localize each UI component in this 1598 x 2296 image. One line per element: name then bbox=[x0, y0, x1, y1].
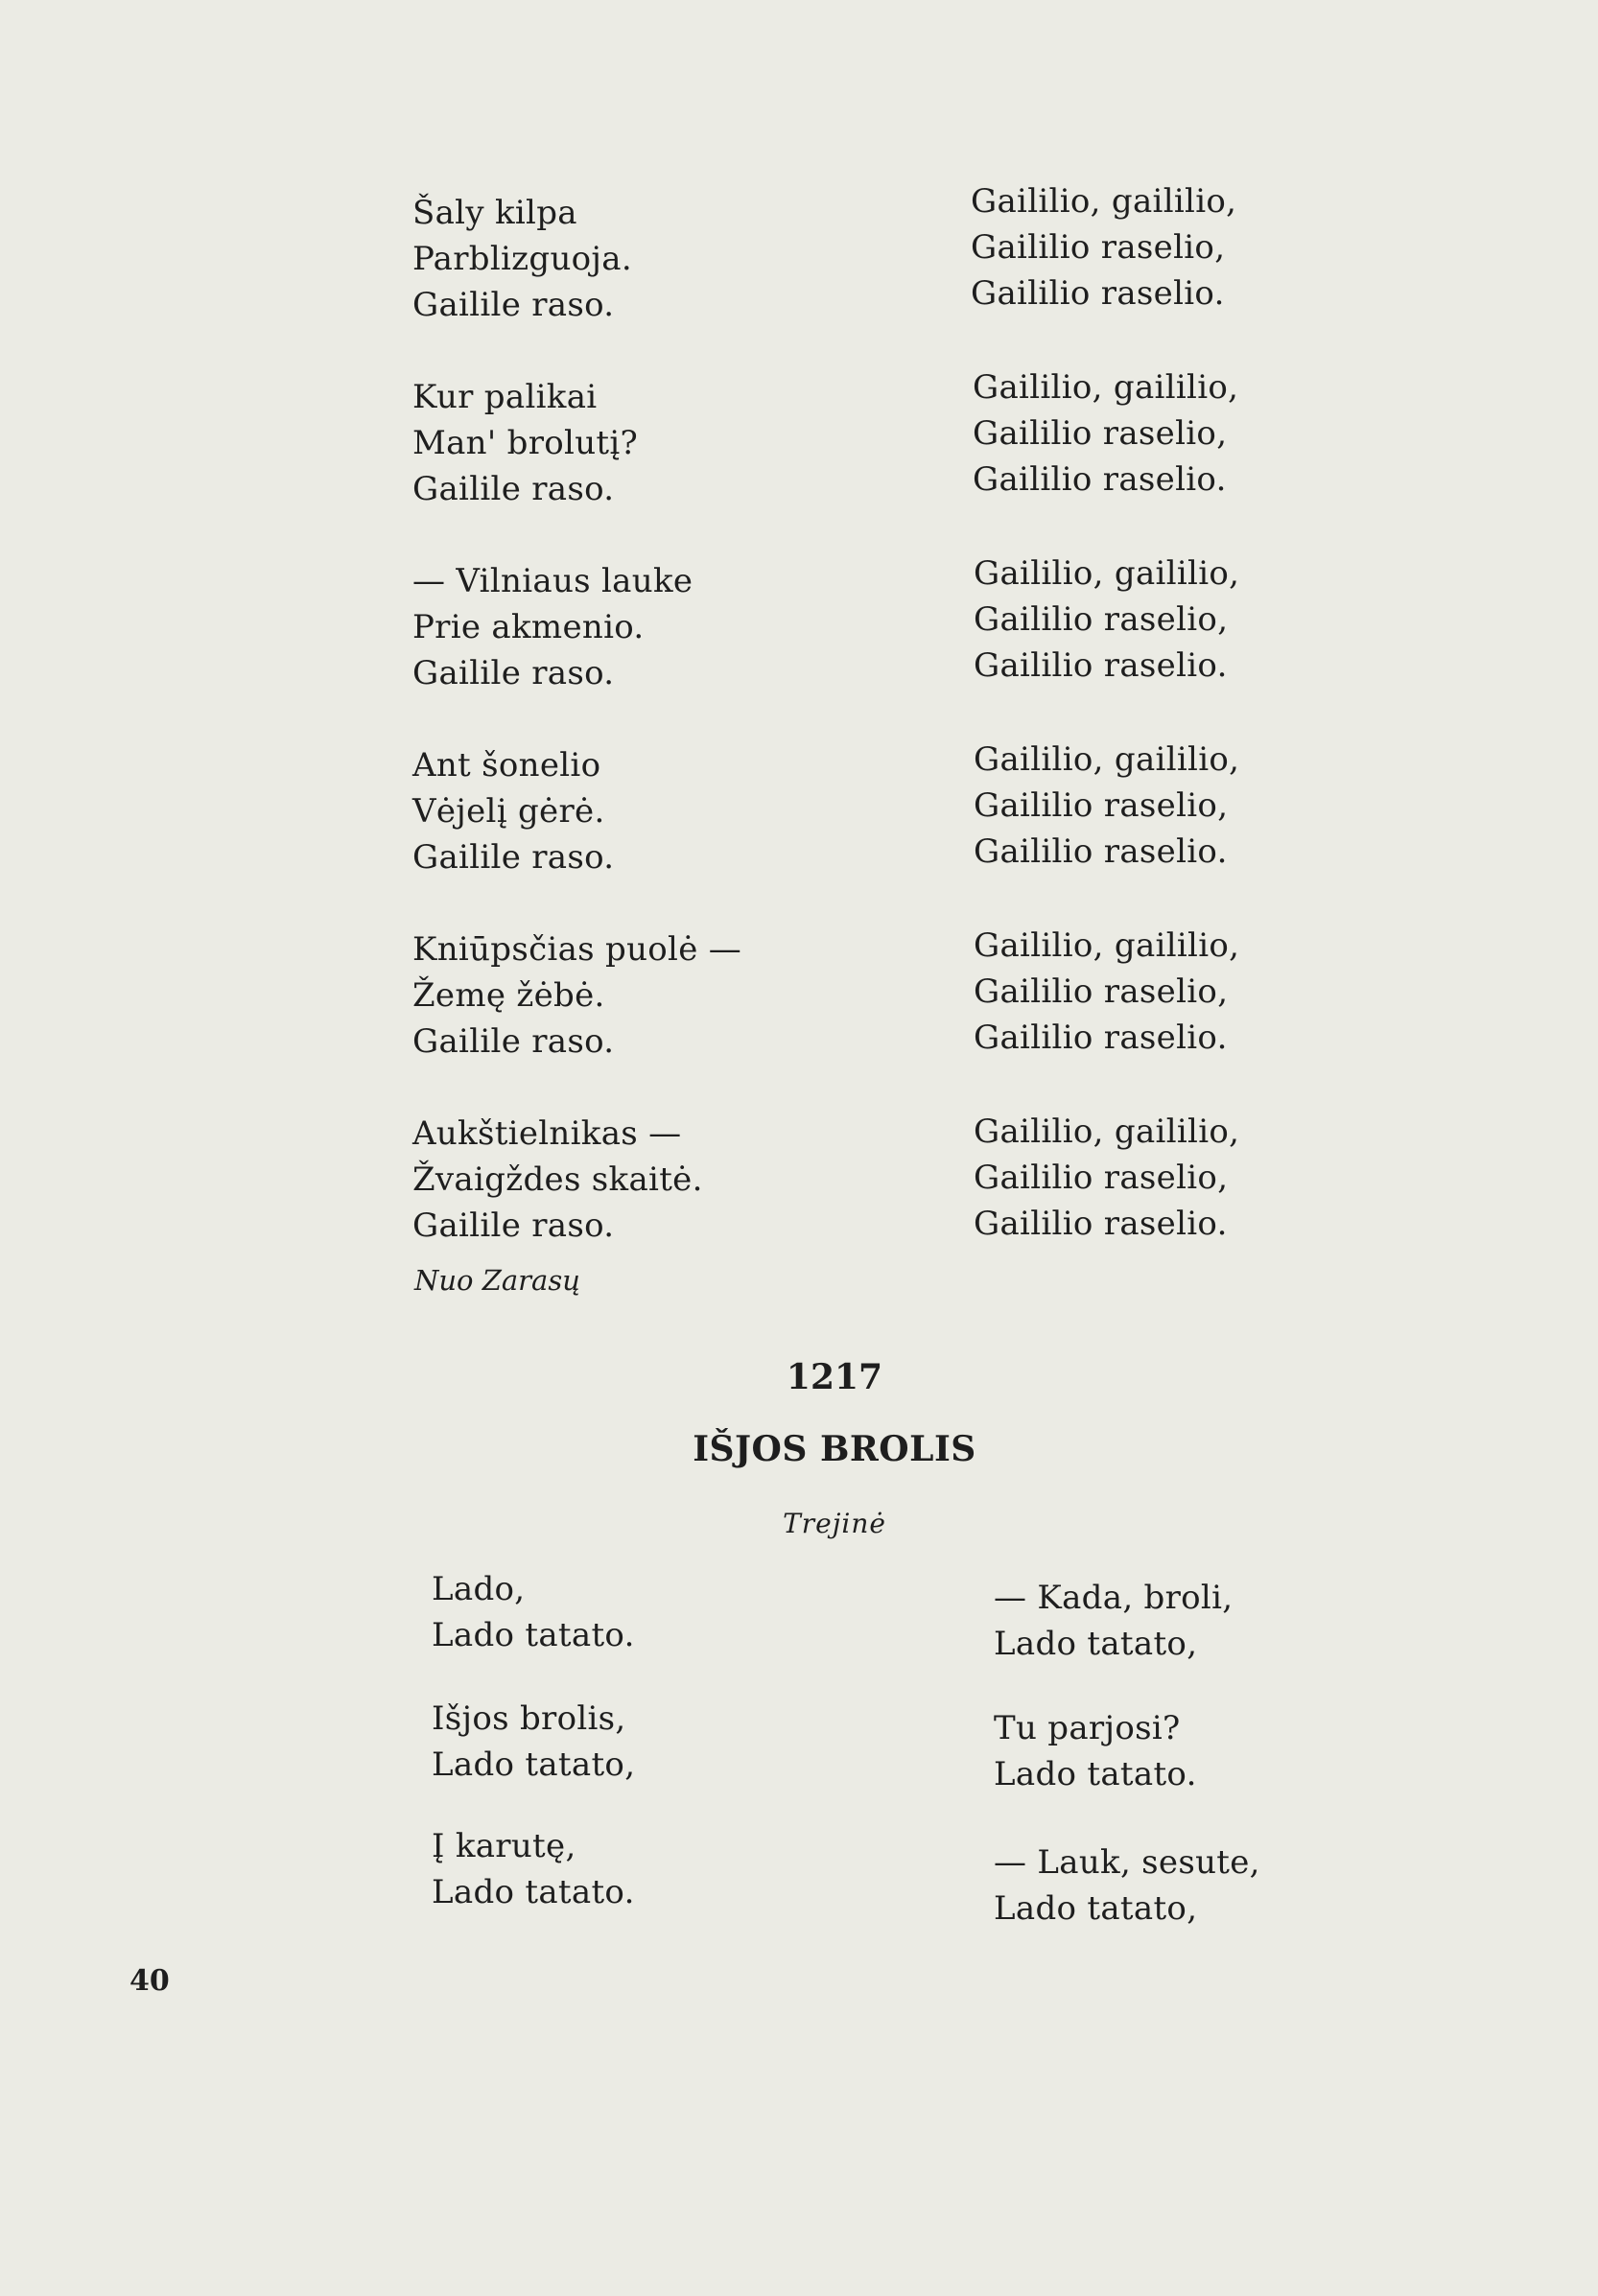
song-stanza-right-2 bbox=[994, 1705, 1197, 1797]
verse-line: Gaililio, gaililio, bbox=[971, 182, 1237, 221]
verse-line: Gaililio raselio, bbox=[974, 1159, 1229, 1197]
refrain-1 bbox=[971, 178, 1236, 316]
verse-line: Gailile raso. bbox=[412, 1207, 615, 1245]
verse-line: Gaililio raselio, bbox=[974, 786, 1229, 825]
verse-line: Gailile raso. bbox=[412, 286, 615, 324]
verse-line: Gailile raso. bbox=[412, 1022, 615, 1061]
verse-line: Tu parjosi? bbox=[994, 1709, 1181, 1747]
song-stanza-right-1 bbox=[994, 1575, 1233, 1667]
verse-line: Gaililio raselio, bbox=[971, 228, 1226, 267]
song-title: IŠJOS BROLIS bbox=[693, 1429, 976, 1469]
verse-line: Gaililio, gaililio, bbox=[974, 740, 1240, 779]
refrain-3 bbox=[974, 551, 1239, 689]
verse-line: Gailile raso. bbox=[412, 838, 615, 877]
verse-line: Gaililio, gaililio, bbox=[974, 554, 1240, 593]
verse-line: Gaililio raselio. bbox=[971, 274, 1225, 313]
verse-line: Gaililio raselio. bbox=[974, 1019, 1228, 1057]
verse-line: Gaililio raselio. bbox=[974, 1205, 1228, 1243]
song-subtitle: Trejinė bbox=[783, 1508, 886, 1539]
verse-line: Į karutę, bbox=[432, 1827, 576, 1865]
verse-line: Gaililio raselio, bbox=[974, 972, 1229, 1011]
verse-line: Išjos brolis, bbox=[432, 1699, 626, 1738]
verse-line: Žvaigždes skaitė. bbox=[412, 1160, 703, 1199]
verse-line: Man' brolutį? bbox=[412, 424, 639, 462]
verse-line: Šaly kilpa bbox=[412, 194, 577, 232]
stanza-left-6 bbox=[412, 1111, 703, 1249]
verse-line: — Kada, broli, bbox=[994, 1579, 1234, 1617]
refrain-2 bbox=[973, 364, 1238, 503]
stanza-left-3 bbox=[412, 558, 693, 696]
verse-line: — Lauk, sesute, bbox=[994, 1843, 1260, 1882]
verse-line: Vėjelį gėrė. bbox=[412, 792, 605, 831]
verse-line: Gaililio raselio, bbox=[974, 600, 1229, 639]
refrain-6 bbox=[974, 1109, 1239, 1247]
verse-line: Gailile raso. bbox=[412, 654, 615, 692]
verse-line: Žemę žėbė. bbox=[412, 976, 605, 1015]
verse-line: Prie akmenio. bbox=[412, 608, 645, 646]
verse-line: Lado tatato, bbox=[994, 1625, 1198, 1663]
verse-line: Lado tatato. bbox=[994, 1755, 1197, 1793]
verse-line: Gaililio, gaililio, bbox=[974, 926, 1240, 965]
verse-line: Lado, bbox=[432, 1570, 526, 1608]
verse-line: Gaililio, gaililio, bbox=[974, 1113, 1240, 1151]
verse-line: Lado tatato. bbox=[432, 1873, 635, 1911]
source-note: Nuo Zarasų bbox=[414, 1264, 580, 1297]
verse-line: Lado tatato. bbox=[432, 1616, 635, 1654]
verse-line: Kniūpsčias puolė — bbox=[412, 930, 742, 969]
verse-line: Gaililio raselio. bbox=[974, 646, 1228, 685]
verse-line: Gailile raso. bbox=[412, 470, 615, 508]
stanza-left-1 bbox=[412, 190, 632, 328]
verse-line: Lado tatato, bbox=[432, 1745, 636, 1784]
verse-line: — Vilniaus lauke bbox=[412, 562, 693, 600]
verse-line: Aukštielnikas — bbox=[412, 1114, 682, 1153]
page-number: 40 bbox=[129, 1964, 170, 1998]
verse-line: Gaililio raselio, bbox=[973, 414, 1228, 453]
verse-line: Ant šonelio bbox=[412, 746, 601, 785]
song-stanza-left-3 bbox=[432, 1823, 635, 1915]
verse-line: Gaililio raselio. bbox=[974, 832, 1228, 871]
refrain-4 bbox=[974, 737, 1239, 875]
song-stanza-left-2 bbox=[432, 1696, 635, 1788]
song-number: 1217 bbox=[786, 1357, 883, 1397]
verse-line: Gaililio raselio. bbox=[973, 460, 1227, 499]
verse-line: Parblizguoja. bbox=[412, 240, 632, 278]
stanza-left-2 bbox=[412, 374, 638, 512]
verse-line: Lado tatato, bbox=[994, 1889, 1198, 1928]
stanza-left-5 bbox=[412, 926, 741, 1065]
refrain-5 bbox=[974, 923, 1239, 1061]
stanza-left-4 bbox=[412, 742, 614, 880]
song-stanza-left-1 bbox=[432, 1566, 635, 1658]
song-stanza-right-3 bbox=[994, 1839, 1260, 1932]
verse-line: Kur palikai bbox=[412, 378, 598, 416]
verse-line: Gaililio, gaililio, bbox=[973, 368, 1239, 407]
